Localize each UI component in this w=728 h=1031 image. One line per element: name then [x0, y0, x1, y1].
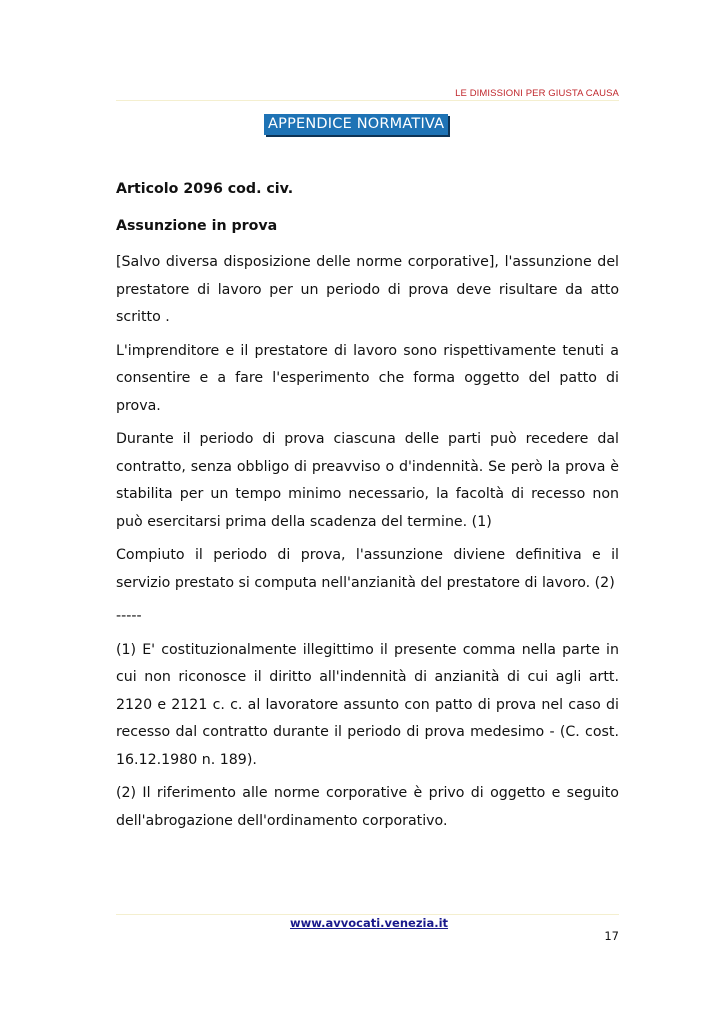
- running-header: LE DIMISSIONI PER GIUSTA CAUSA: [455, 88, 619, 99]
- paragraph: Compiuto il periodo di prova, l'assunzione diviene definitiva e il servizio prestato si computa nell'anzianità del prestatore di lavoro. (2): [116, 547, 619, 591]
- page-number: 17: [604, 929, 619, 943]
- section-heading: APPENDICE NORMATIVA: [264, 114, 448, 135]
- website-link[interactable]: www.avvocati.venezia.it: [290, 916, 449, 930]
- article-subtitle: Assunzione in prova: [116, 217, 278, 234]
- article-title: Articolo 2096 cod. civ.: [116, 181, 294, 197]
- footer-divider: [116, 914, 619, 915]
- footnote: (1) E' costituzionalmente illegittimo il presente comma nella parte in cui non riconosce il diritto all'indennità di anzianità di cui agli artt. 2120 e 2121 c. c. al lavoratore assunto con patto di prova nel caso di recesso dal contratto durante il periodo di prova medesimo - (C. cost. 16.12.1980 n. 189).: [116, 641, 619, 768]
- article-body: [116, 176, 619, 841]
- separator: -----: [116, 608, 142, 624]
- paragraph: L'imprenditore e il prestatore di lavoro sono rispettivamente tenuti a consentire e a fare l'esperimento che forma oggetto del patto di prova.: [116, 342, 619, 414]
- footnote: (2) Il riferimento alle norme corporative è privo di oggetto e seguito dell'abrogazione dell'ordinamento corporativo.: [116, 785, 619, 829]
- paragraph: [Salvo diversa disposizione delle norme corporative], l'assunzione del prestatore di lavoro per un periodo di prova deve risultare da atto scritto .: [116, 254, 619, 325]
- paragraph: Durante il periodo di prova ciascuna delle parti può recedere dal contratto, senza obbligo di preavviso o d'indennità. Se però la prova è stabilita per un tempo minimo necessario, la facoltà di recesso non può esercitarsi prima della scadenza del termine. (1): [116, 431, 619, 530]
- header-divider: [116, 100, 619, 101]
